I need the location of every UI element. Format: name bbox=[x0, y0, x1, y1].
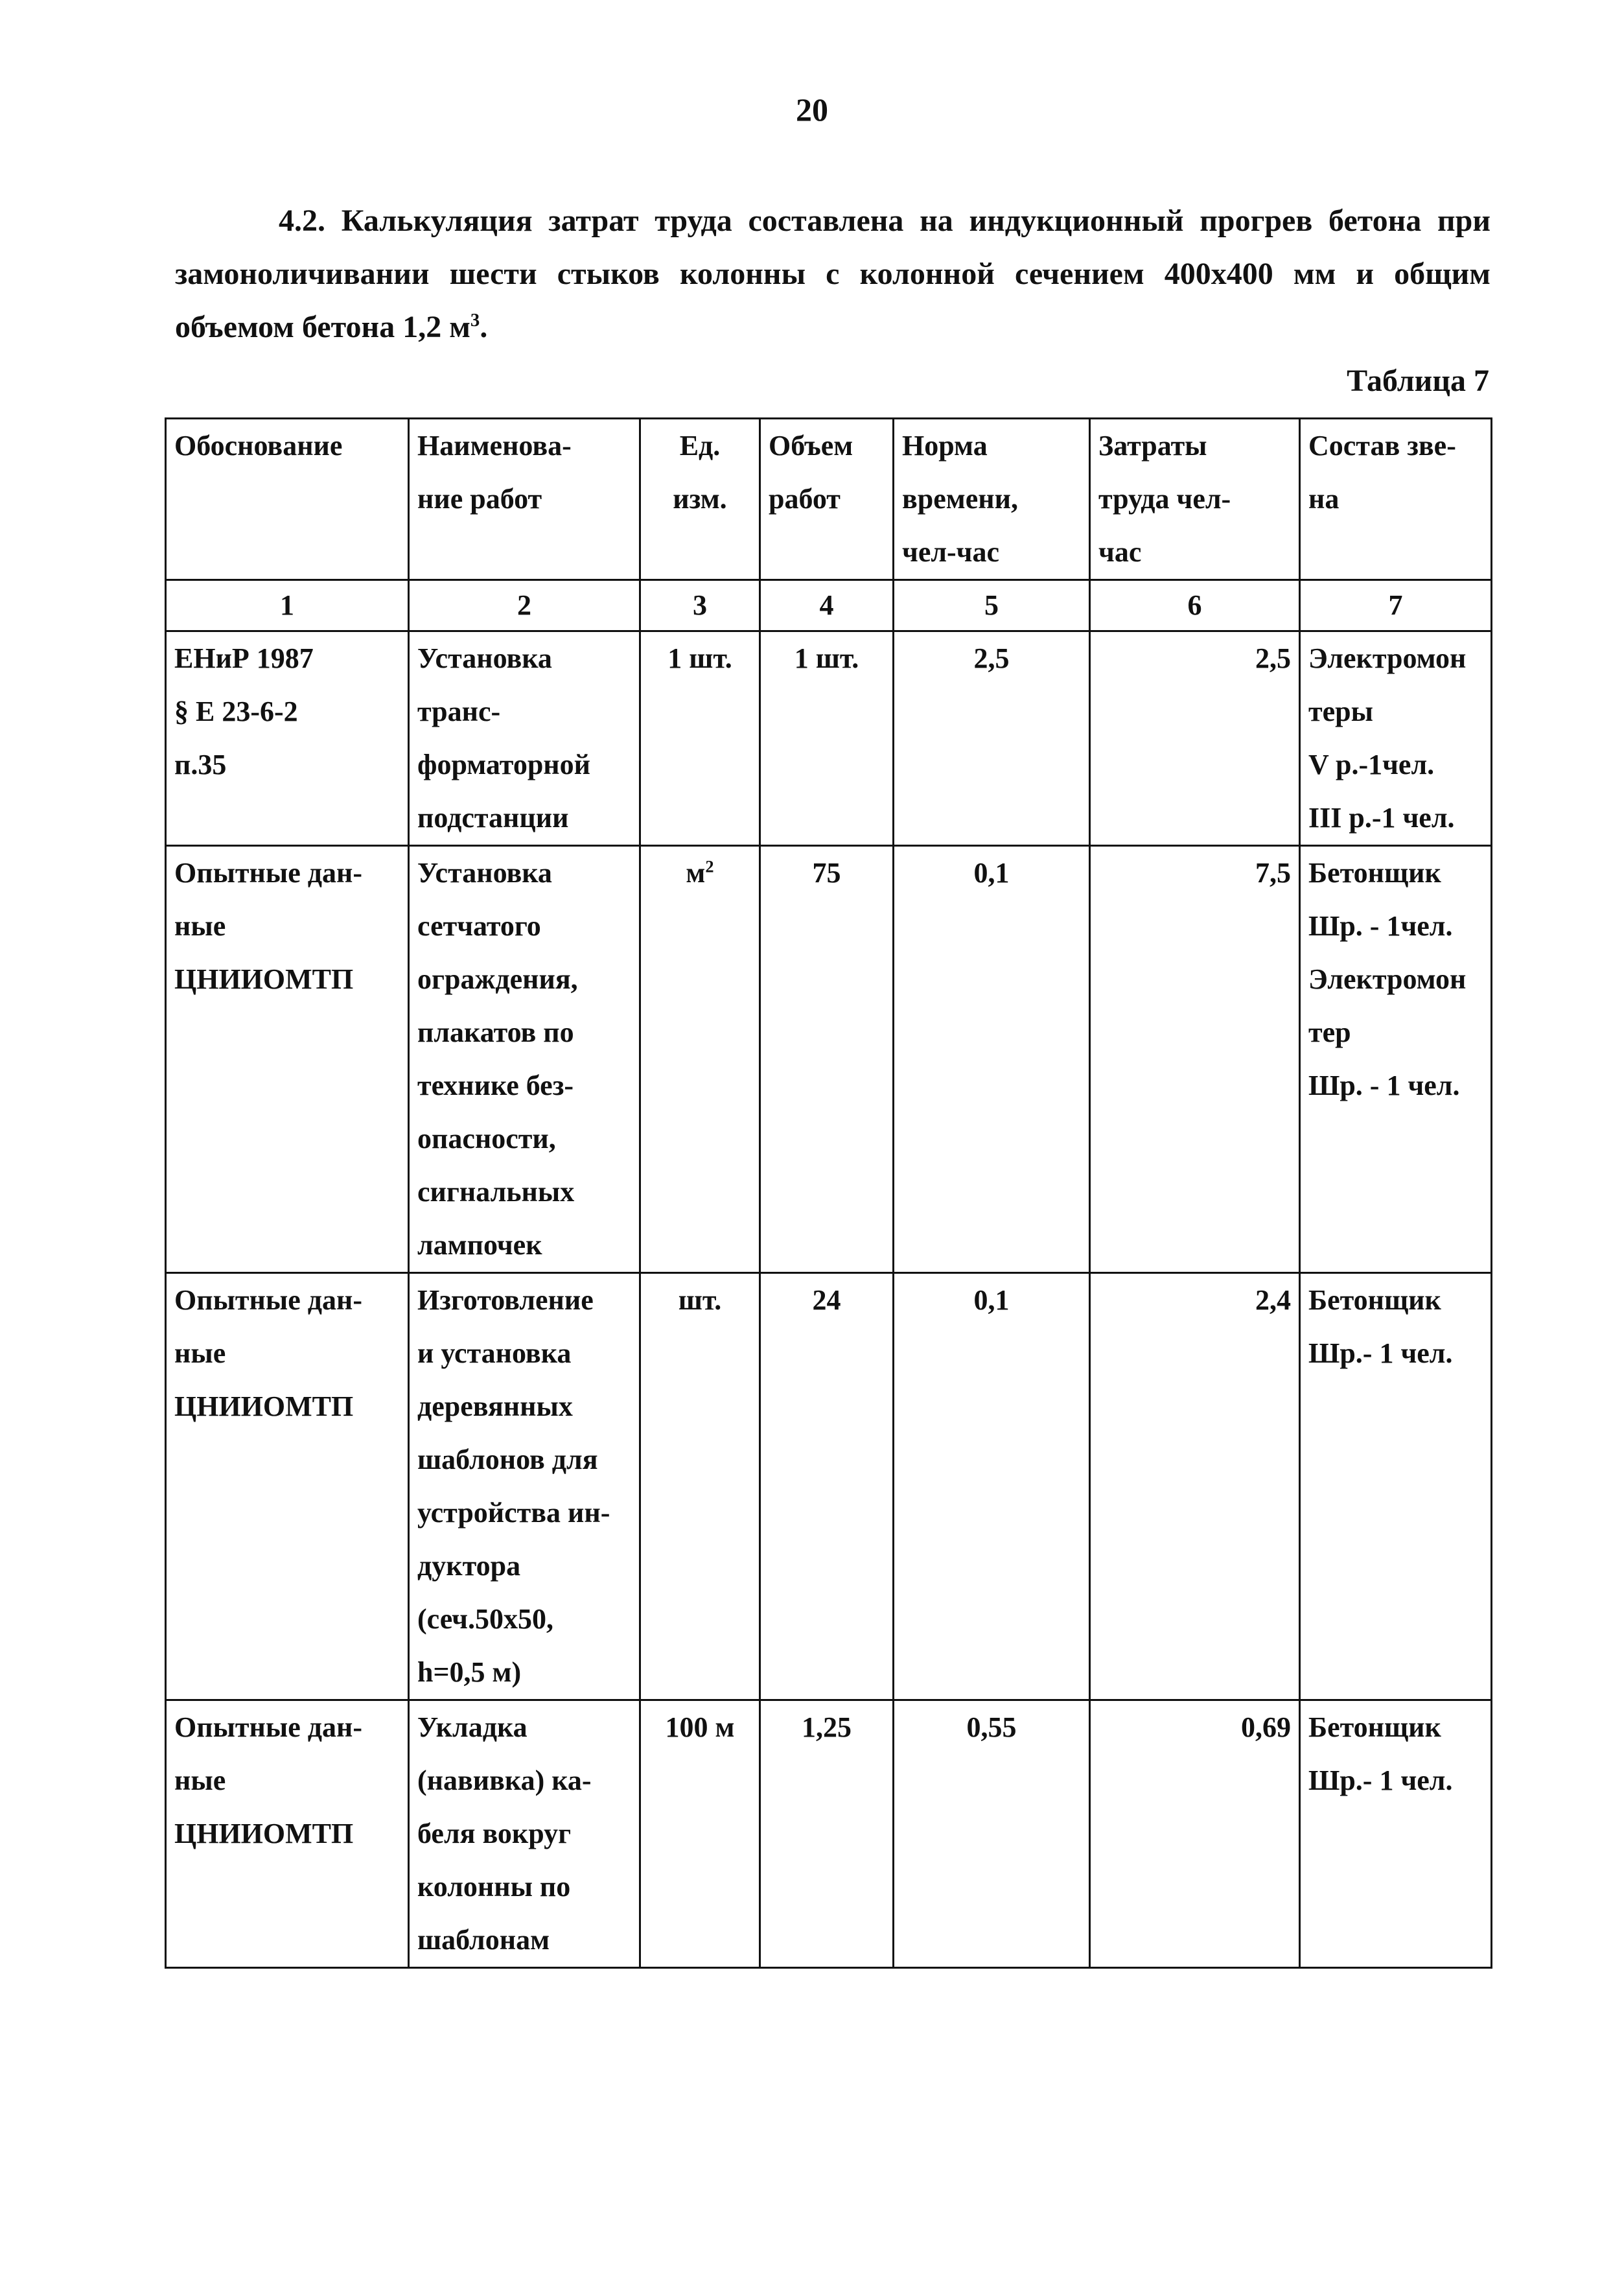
cell-basis: Опытные дан- ные ЦНИИОМТП bbox=[166, 1700, 409, 1968]
column-number: 6 bbox=[1090, 580, 1300, 631]
cell-unit bbox=[640, 631, 760, 846]
page-number: 20 bbox=[796, 91, 828, 128]
cell-work-name: Изготовление и установка деревянных шаблонов для устройства ин- дуктора (сеч.50х50, h=0,5 м) bbox=[409, 1273, 640, 1700]
intro-superscript: 3 bbox=[470, 310, 480, 331]
cell-time-norm: 0,1 bbox=[894, 846, 1090, 1273]
cell-volume: 1,25 bbox=[760, 1700, 894, 1968]
cell-labor-cost: 2,5 bbox=[1090, 631, 1300, 846]
intro-tail: . bbox=[480, 310, 488, 344]
cell-time-norm: 2,5 bbox=[894, 631, 1090, 846]
cell-unit bbox=[640, 1700, 760, 1968]
unit-superscript: 2 bbox=[705, 856, 714, 876]
cell-work-name: Установка транс- форматорной подстанции bbox=[409, 631, 640, 846]
unit-text: шт. bbox=[678, 1284, 722, 1316]
column-number: 5 bbox=[894, 580, 1090, 631]
cell-labor-cost: 7,5 bbox=[1090, 846, 1300, 1273]
cell-basis: Опытные дан- ные ЦНИИОМТП bbox=[166, 1273, 409, 1700]
cell-time-norm: 0,55 bbox=[894, 1700, 1090, 1968]
cell-work-name: Установка сетчатого ограждения, плакатов по технике без- опасности, сигнальных лампочек bbox=[409, 846, 640, 1273]
cell-unit bbox=[640, 1273, 760, 1700]
column-number: 3 bbox=[640, 580, 760, 631]
header-volume: Объем работ bbox=[760, 419, 894, 580]
table-caption: Таблица 7 bbox=[1347, 364, 1489, 398]
table-row bbox=[166, 846, 1492, 1273]
unit-text: 1 шт. bbox=[667, 642, 732, 674]
cell-basis: Опытные дан- ные ЦНИИОМТП bbox=[166, 846, 409, 1273]
table-row bbox=[166, 631, 1492, 846]
header-basis: Обоснование bbox=[166, 419, 409, 580]
cell-work-name: Укладка (навивка) ка- беля вокруг колонны по шаблонам bbox=[409, 1700, 640, 1968]
cell-labor-cost: 2,4 bbox=[1090, 1273, 1300, 1700]
cell-labor-cost: 0,69 bbox=[1090, 1700, 1300, 1968]
header-time-norm: Норма времени, чел-час bbox=[894, 419, 1090, 580]
table-row bbox=[166, 1273, 1492, 1700]
intro-paragraph bbox=[175, 194, 1491, 354]
cell-volume: 75 bbox=[760, 846, 894, 1273]
cell-volume: 1 шт. bbox=[760, 631, 894, 846]
cell-crew: Бетонщик Шр.- 1 чел. bbox=[1300, 1700, 1492, 1968]
cell-crew: Бетонщик Шр.- 1 чел. bbox=[1300, 1273, 1492, 1700]
unit-text: м bbox=[686, 857, 706, 889]
cell-crew: Бетонщик Шр. - 1чел. Электромон тер Шр. - 1 чел. bbox=[1300, 846, 1492, 1273]
cell-crew: Электромон теры V р.-1чел. III р.-1 чел. bbox=[1300, 631, 1492, 846]
intro-text: 4.2. Калькуляция затрат труда составлена на индукционный прогрев бетона при замоноличивании шести стыков колонны с колонной сечением 400х400 мм и общим объемом бетона 1,2 м bbox=[175, 204, 1491, 344]
table-row bbox=[166, 1700, 1492, 1968]
column-number: 1 bbox=[166, 580, 409, 631]
labor-cost-table bbox=[165, 417, 1492, 1969]
column-number: 7 bbox=[1300, 580, 1492, 631]
table-header-row bbox=[166, 419, 1492, 580]
cell-basis: ЕНиР 1987 § Е 23-6-2 п.35 bbox=[166, 631, 409, 846]
cell-unit bbox=[640, 846, 760, 1273]
cell-time-norm: 0,1 bbox=[894, 1273, 1090, 1700]
header-work-name: Наименова- ние работ bbox=[409, 419, 640, 580]
unit-text: 100 м bbox=[665, 1711, 735, 1743]
header-unit: Ед. изм. bbox=[640, 419, 760, 580]
column-number: 4 bbox=[760, 580, 894, 631]
column-number: 2 bbox=[409, 580, 640, 631]
cell-volume: 24 bbox=[760, 1273, 894, 1700]
header-crew: Состав зве- на bbox=[1300, 419, 1492, 580]
column-number-row bbox=[166, 580, 1492, 631]
header-labor-cost: Затраты труда чел- час bbox=[1090, 419, 1300, 580]
